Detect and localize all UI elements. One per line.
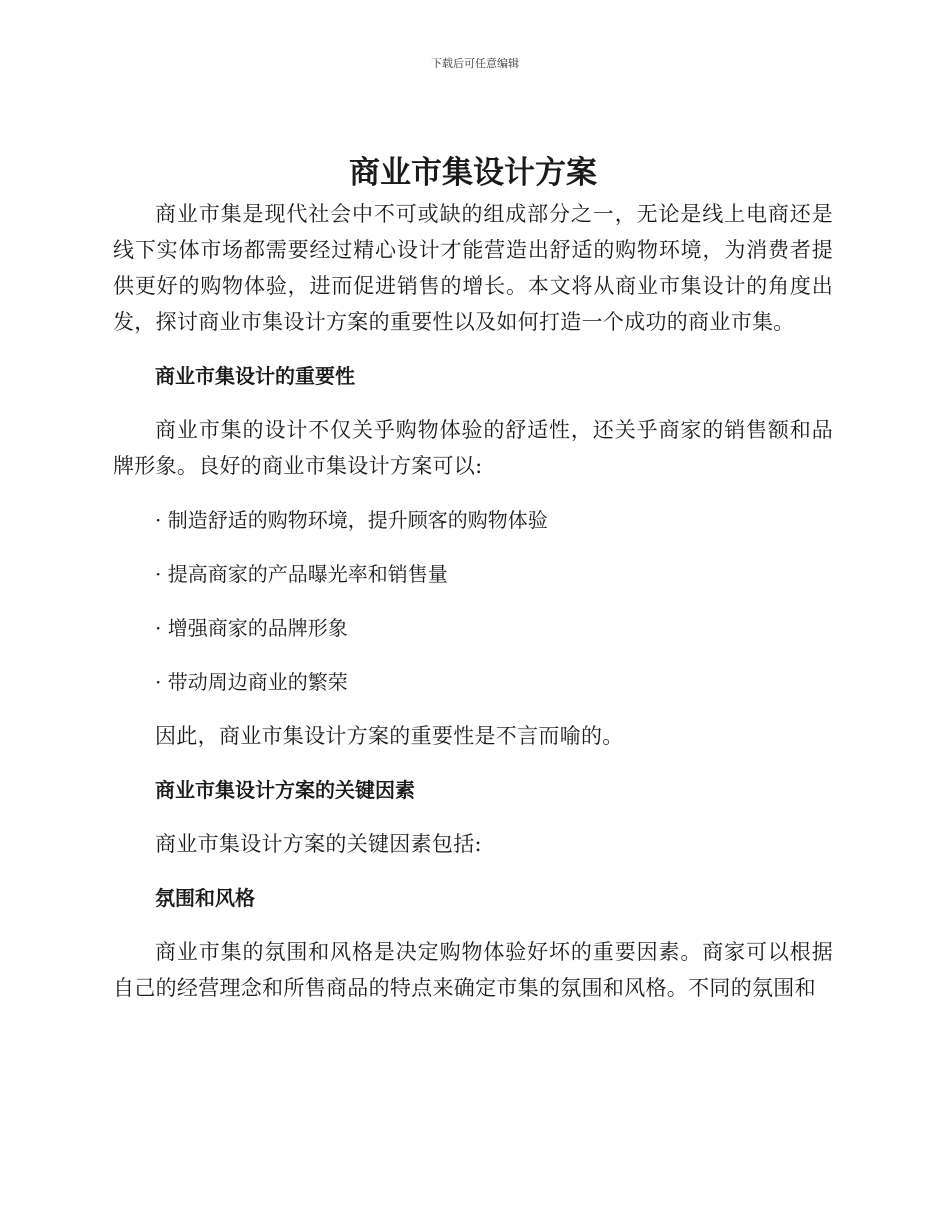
importance-conclusion: 因此，商业市集设计方案的重要性是不言而喻的。	[155, 724, 624, 748]
header-note: 下载后可任意编辑	[431, 57, 519, 70]
section-heading-importance: 商业市集设计的重要性	[155, 364, 355, 388]
document-title: 商业市集设计方案	[349, 155, 597, 191]
importance-paragraph: 商业市集的设计不仅关乎购物体验的舒适性，还关乎商家的销售额和品牌形象。良好的商业市集设计方案可以:	[113, 418, 833, 478]
list-item: · 提高商家的产品曝光率和销售量	[155, 562, 448, 586]
list-item: · 增强商家的品牌形象	[155, 616, 348, 640]
list-item: · 制造舒适的购物环境，提升顾客的购物体验	[155, 508, 548, 532]
section-heading-atmosphere: 氛围和风格	[155, 886, 255, 910]
intro-paragraph: 商业市集是现代社会中不可或缺的组成部分之一，无论是线上电商还是线下实体市场都需要经过精心设计才能营造出舒适的购物环境，为消费者提供更好的购物体验，进而促进销售的增长。本文将从商业市集设计的角度出发，探讨商业市集设计方案的重要性以及如何打造一个成功的商业市集。	[113, 202, 833, 334]
atmosphere-paragraph: 商业市集的氛围和风格是决定购物体验好坏的重要因素。商家可以根据自己的经营理念和所售商品的特点来确定市集的氛围和风格。不同的氛围和	[113, 940, 833, 1000]
list-item: · 带动周边商业的繁荣	[155, 670, 348, 694]
page-content	[113, 150, 833, 1006]
section-heading-key-factors: 商业市集设计方案的关键因素	[155, 778, 415, 802]
key-factors-paragraph: 商业市集设计方案的关键因素包括:	[155, 832, 482, 856]
